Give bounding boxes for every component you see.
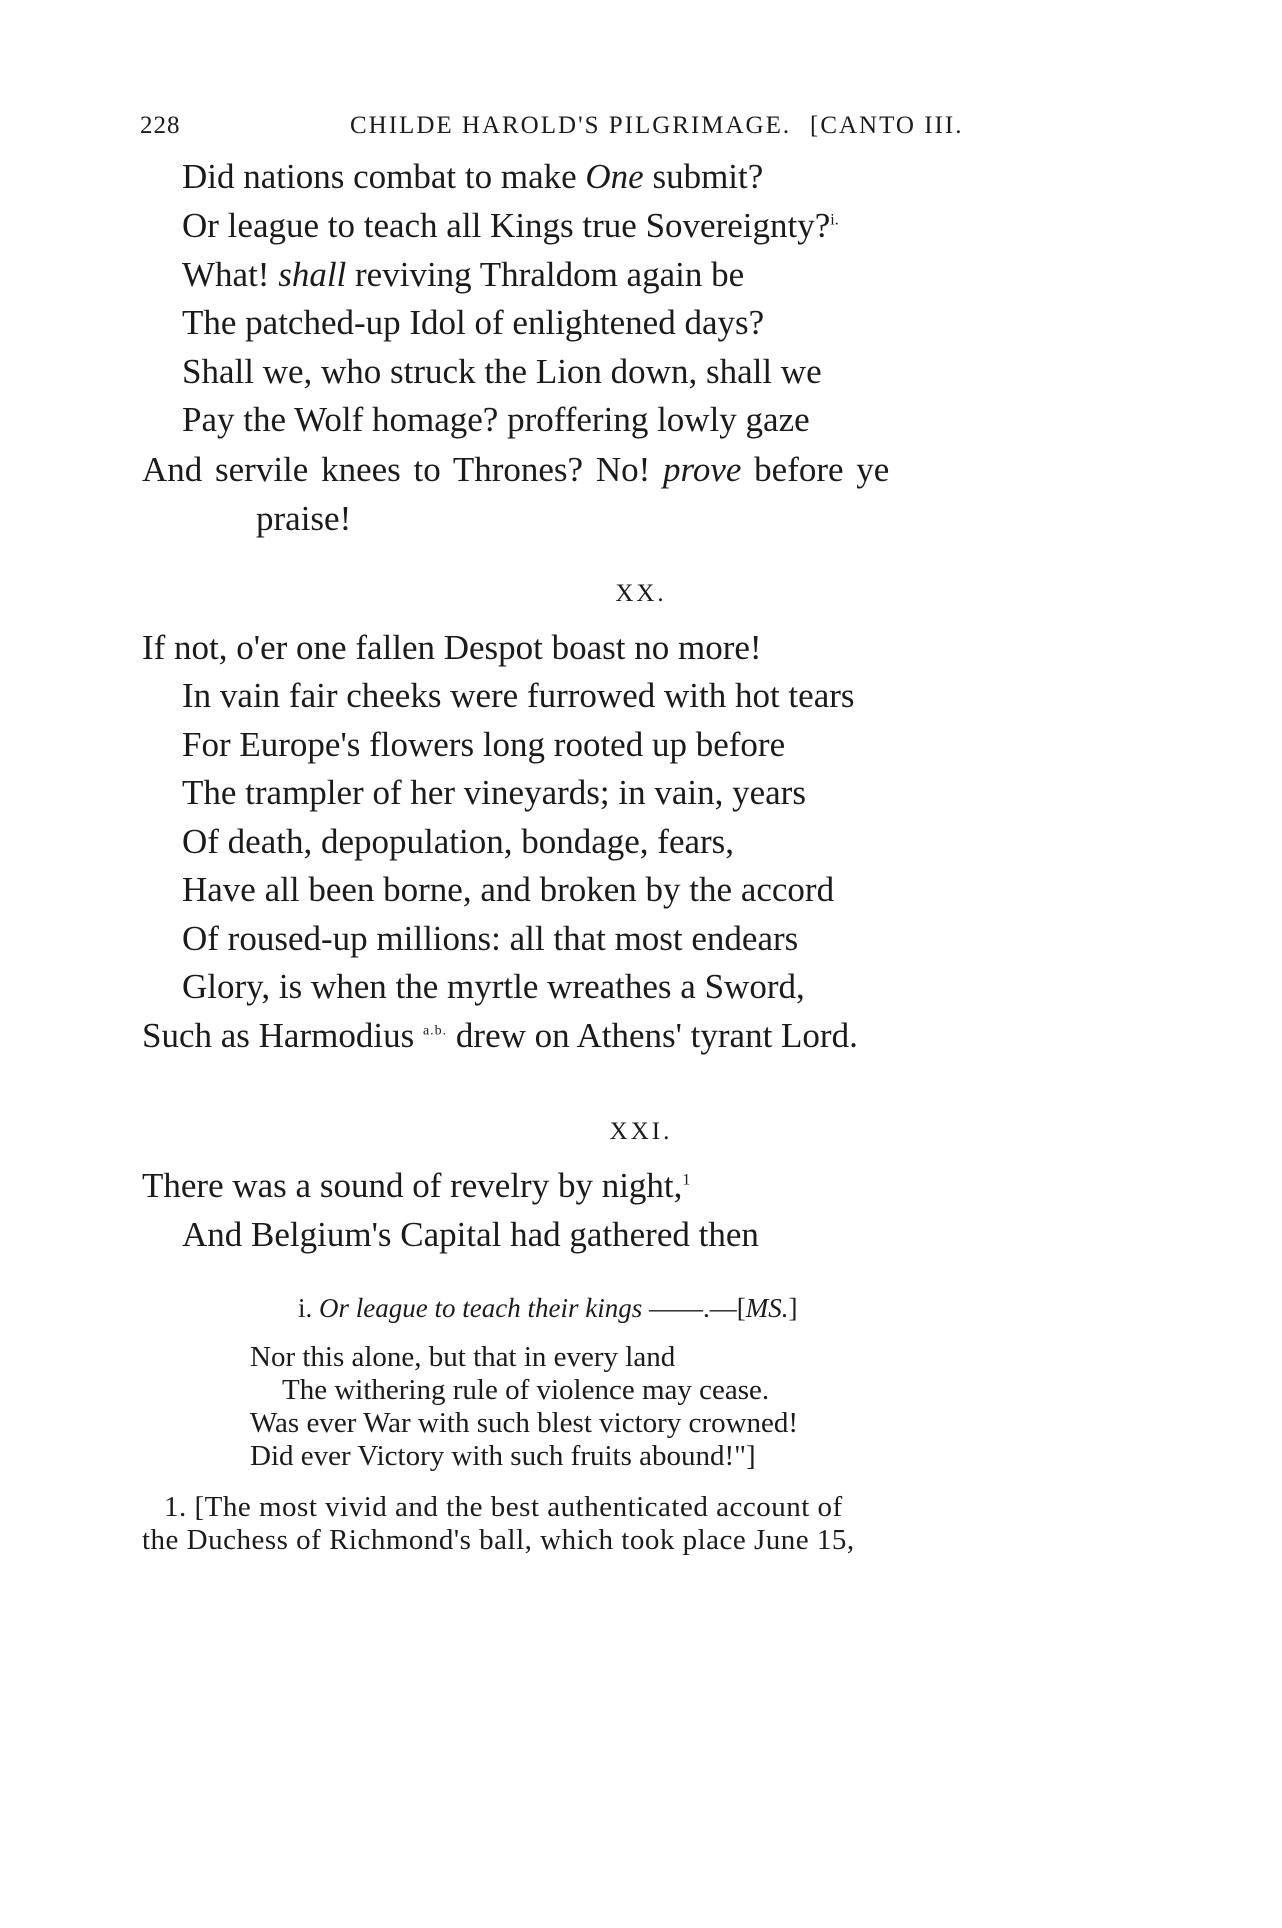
verse-line: Of death, depopulation, bondage, fears, <box>182 822 735 861</box>
verse-line: Shall we, who struck the Lion down, shall we <box>182 352 822 391</box>
verse-line: The patched-up Idol of enlightened days? <box>182 303 765 342</box>
variant-note: i. Or league to teach their kings ——.—[MS.] <box>298 1293 798 1323</box>
canto-label: [CANTO III. <box>810 112 964 139</box>
verse-line: And servile knees to Thrones? No! prove before ye <box>142 450 890 489</box>
stanza-number: XXI. <box>609 1118 673 1145</box>
verse-line: Glory, is when the myrtle wreathes a Sword, <box>182 967 805 1006</box>
verse-line: The trampler of her vineyards; in vain, years <box>182 773 806 812</box>
verse-line: Or league to teach all Kings true Sovereignty?$^{i.}$ <box>182 206 839 245</box>
verse-line: In vain fair cheeks were furrowed with hot tears <box>182 676 855 715</box>
verse-line: Did nations combat to make One submit? <box>182 157 764 196</box>
footnote-quote-line: Was ever War with such blest victory crowned! <box>250 1407 799 1439</box>
verse-line: For Europe's flowers long rooted up before <box>182 725 786 764</box>
footnote-reference: 1 <box>682 1171 691 1189</box>
verse-line: Have all been borne, and broken by the accord <box>182 870 835 909</box>
footnote-quote-line: The withering rule of violence may cease. <box>282 1374 770 1406</box>
footnote-line: the Duchess of Richmond's ball, which took place June 15, <box>142 1524 855 1556</box>
variant-marker: i. <box>830 211 839 229</box>
running-title: CHILDE HAROLD'S PILGRIMAGE. <box>350 112 792 139</box>
note-marker: a.b. <box>422 1023 448 1039</box>
stanza-number: XX. <box>615 580 667 607</box>
verse-line: What! shall reviving Thraldom again be <box>182 255 745 294</box>
verse-line: Of roused-up millions: all that most endears <box>182 919 799 958</box>
verse-line: And Belgium's Capital had gathered then <box>182 1215 759 1254</box>
footnote-quote-line: Did ever Victory with such fruits abound!"] <box>250 1440 756 1472</box>
verse-line: There was a sound of revelry by night,$^1$ <box>142 1166 691 1205</box>
verse-line: Such as Harmodius $^{a.b.}$ drew on Athens' tyrant Lord. <box>142 1016 858 1055</box>
footnote-line: 1. [The most vivid and the best authenticated account of <box>164 1491 843 1523</box>
verse-line: Pay the Wolf homage? proffering lowly gaze <box>182 400 810 439</box>
verse-line: If not, o'er one fallen Despot boast no more! <box>142 628 762 667</box>
footnote-quote-line: Nor this alone, but that in every land <box>250 1341 676 1373</box>
running-header <box>140 112 1100 152</box>
verse-line-turnover: praise! <box>256 499 352 538</box>
page-number: 228 <box>140 112 181 139</box>
